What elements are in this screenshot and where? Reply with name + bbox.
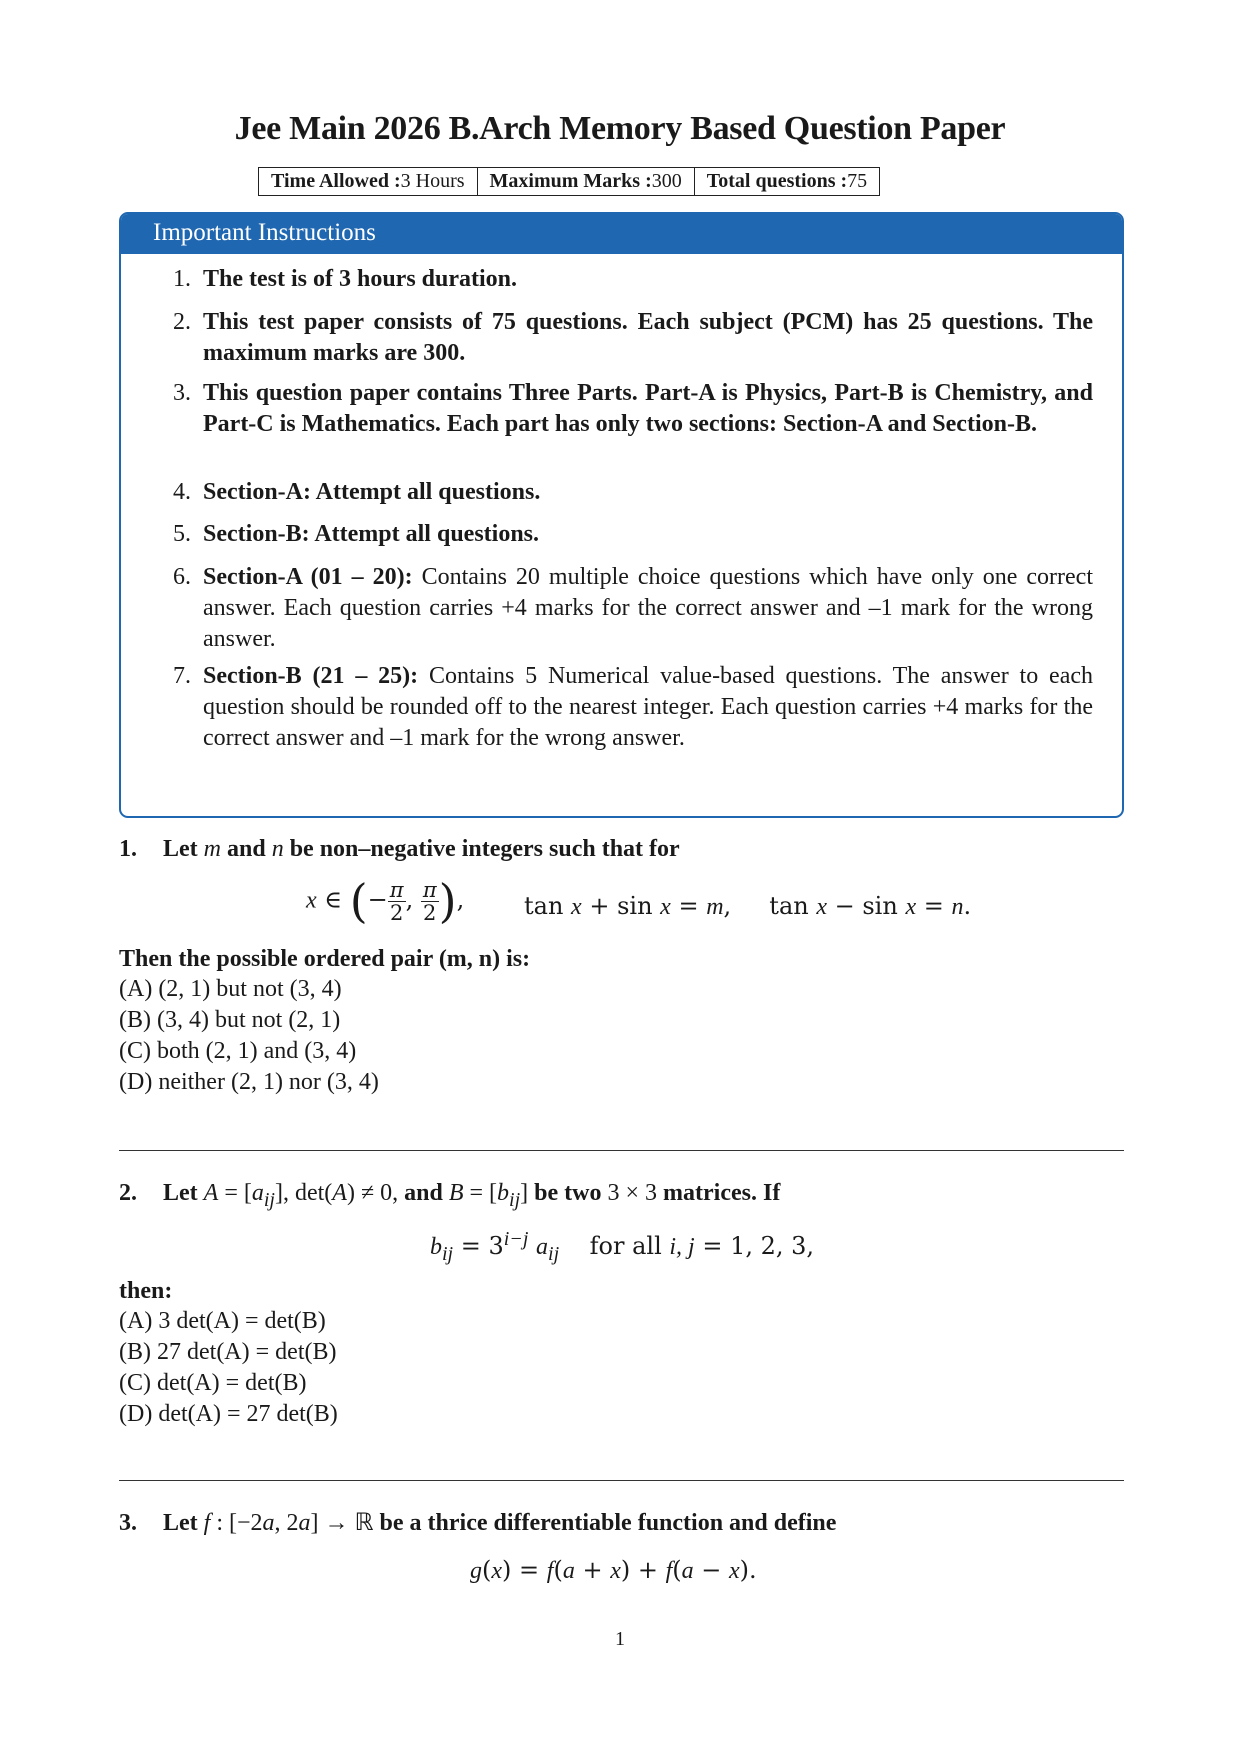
- question-2-then: then:: [119, 1278, 173, 1304]
- question-2-equation: $b_{ij} = 3^{i-j}$ $a_{ij}$ for all i, j = 1, 2, 3,: [430, 1228, 815, 1265]
- question-3: [119, 1508, 1124, 1538]
- option-c[interactable]: (C) both (2, 1) and (3, 4): [119, 1038, 357, 1064]
- option-b[interactable]: (B) (3, 4) but not (2, 1): [119, 1007, 341, 1033]
- instruction-item: 4. Section-A: Attempt all questions.: [173, 479, 541, 505]
- question-stem: 3. Let f : [−2a, 2a] → ℝ be a thrice differentiable function and define: [119, 1510, 837, 1536]
- total-questions: Total questions :75: [706, 170, 868, 192]
- option-a[interactable]: (A) (2, 1) but not (3, 4): [119, 976, 342, 1002]
- instructions-box: [119, 212, 1124, 818]
- exam-meta-box: [258, 167, 880, 196]
- instruction-item: 7. Section-B (21 – 25): Contains 5 Numerical value-based questions. The answer to each question should be rounded off to the nearest integer. Each question carries +4 marks for the correct answer and –1 mark for the wrong answer.: [173, 663, 1093, 751]
- question-1-body: [119, 944, 1124, 1098]
- instruction-item: 3. This question paper contains Three Parts. Part-A is Physics, Part-B is Chemistry, and Part-C is Mathematics. Each part has only two sections: Section-A and Section-B.: [173, 380, 1093, 437]
- question-stem: 2. Let $A = [a_{ij}]$, det(A) ≠ 0, and $B = [b_{ij}]$ be two 3 × 3 matrices. If: [119, 1180, 781, 1211]
- question-3-equation: g(x) = f(a + x) + f(a − x).: [470, 1556, 757, 1584]
- option-c[interactable]: (C) det(A) = det(B): [119, 1370, 307, 1396]
- question-divider: [119, 1480, 1124, 1481]
- question-1: [119, 834, 1124, 864]
- option-a[interactable]: (A) 3 det(A) = det(B): [119, 1308, 326, 1334]
- question-1-then: Then the possible ordered pair (m, n) is:: [119, 946, 531, 972]
- question-divider: [119, 1150, 1124, 1151]
- question-stem: 1. Let m and n be non–negative integers such that for: [119, 836, 680, 862]
- question-2-body: [119, 1276, 1124, 1430]
- maximum-marks: Maximum Marks :300: [478, 168, 695, 195]
- question-1-equation-2: tan x + sin x = m, tan x − sin x = n.: [524, 892, 972, 920]
- question-1-options: [119, 974, 1124, 1098]
- question-2-options: [119, 1306, 1124, 1430]
- question-2: [119, 1178, 1124, 1215]
- page-number: 1: [615, 1628, 625, 1650]
- page-title: Jee Main 2026 B.Arch Memory Based Question Paper: [234, 110, 1006, 147]
- instruction-item: 6. Section-A (01 – 20): Contains 20 multiple choice questions which have only one correct answer. Each question carries +4 marks for the correct answer and –1 mark for the wrong answer.: [173, 564, 1093, 652]
- time-allowed: Time Allowed :3 Hours: [259, 168, 478, 195]
- question-1-equation: x ∈ (− $\frac{\pi}{2}$ , $\frac{\pi}{2}$ ),: [306, 874, 465, 928]
- option-d[interactable]: (D) neither (2, 1) nor (3, 4): [119, 1069, 379, 1095]
- option-b[interactable]: (B) 27 det(A) = det(B): [119, 1339, 337, 1365]
- instruction-item: 1. The test is of 3 hours duration.: [173, 266, 518, 292]
- option-d[interactable]: (D) det(A) = 27 det(B): [119, 1401, 338, 1427]
- instruction-item: 2. This test paper consists of 75 questions. Each subject (PCM) has 25 questions. The maximum marks are 300.: [173, 309, 1093, 366]
- instructions-heading: Important Instructions: [121, 214, 1122, 254]
- instruction-item: 5. Section-B: Attempt all questions.: [173, 521, 539, 547]
